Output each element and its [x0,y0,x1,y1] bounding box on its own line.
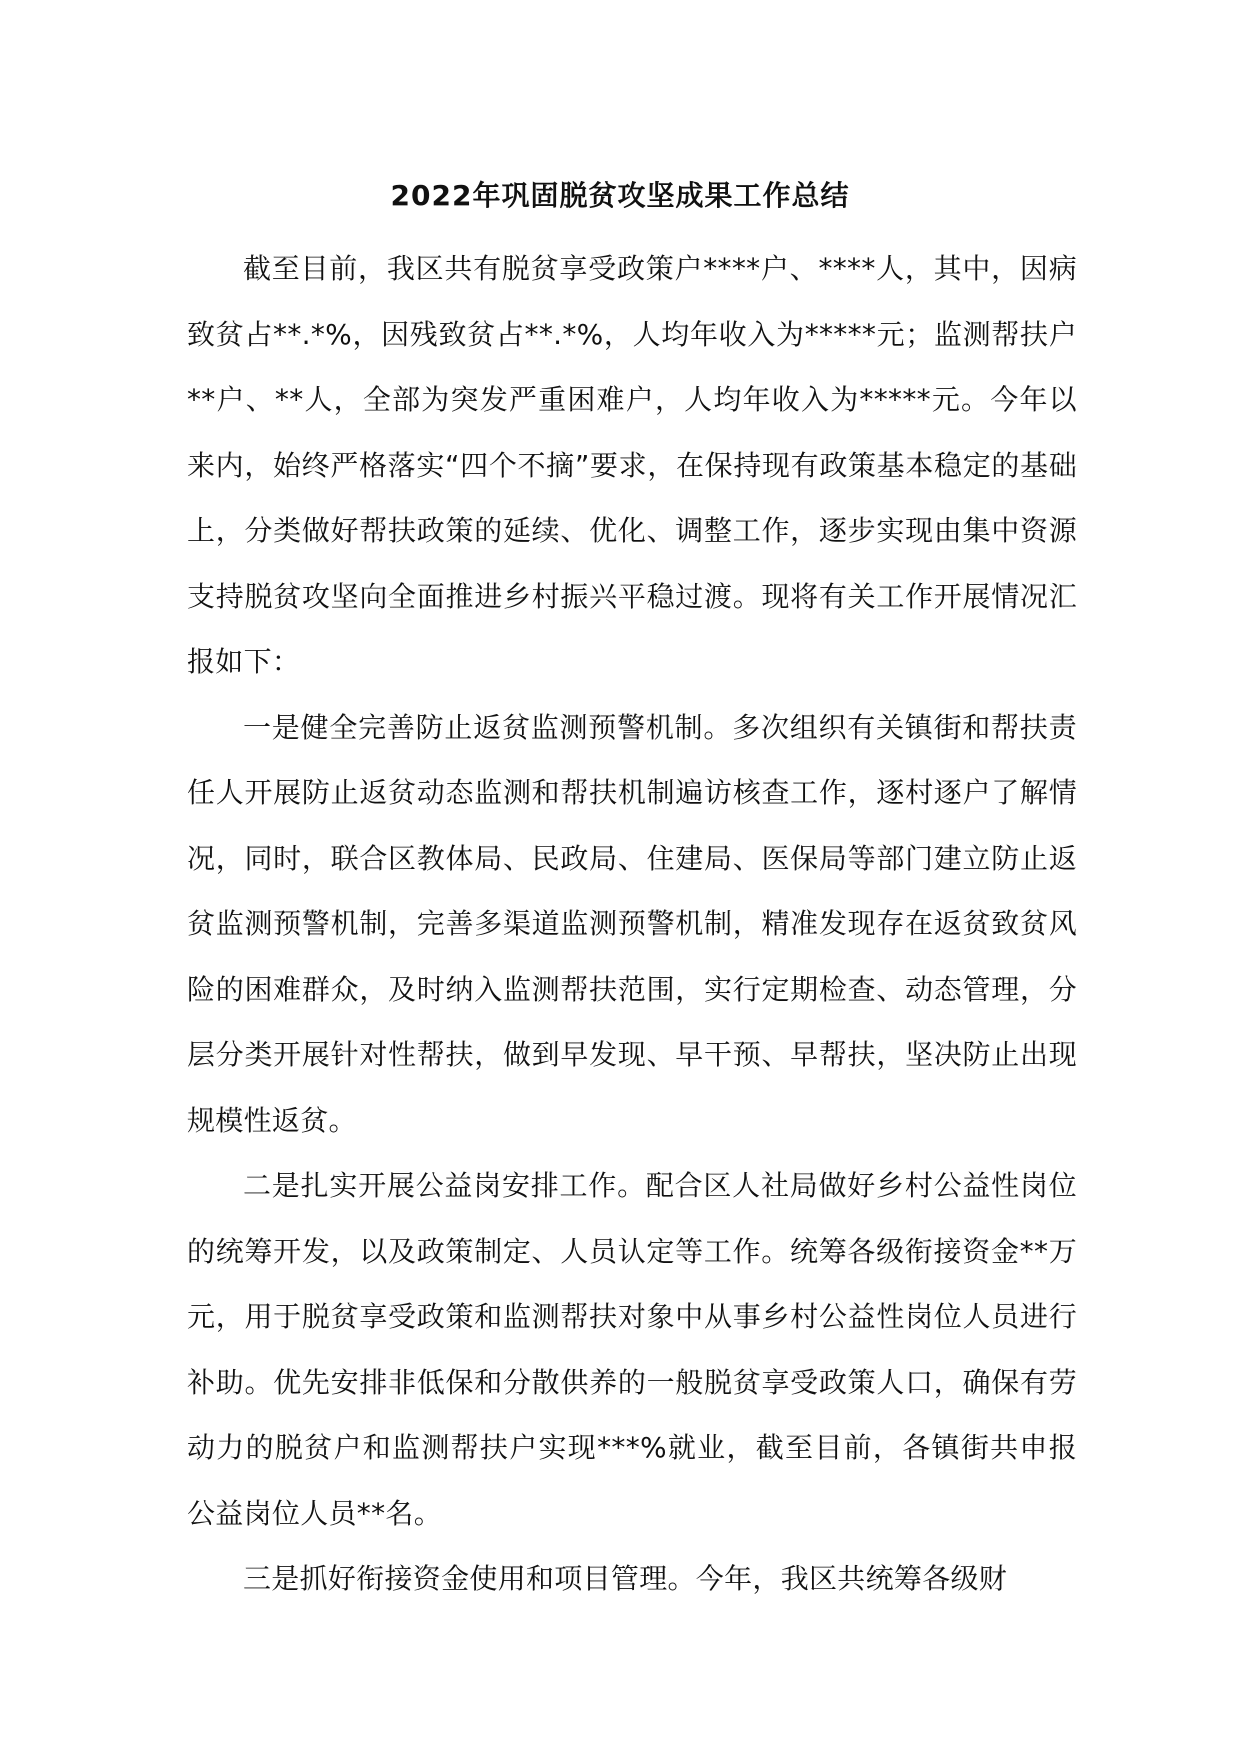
paragraph-public-welfare-jobs: 二是扎实开展公益岗安排工作。配合区人社局做好乡村公益性岗位的统筹开发，以及政策制定、人员认定等工作。统筹各级衔接资金**万元，用于脱贫享受政策和监测帮扶对象中从事乡村公益性岗位人员进行补助。优先安排非低保和分散供养的一般脱贫享受政策人口，确保有劳动力的脱贫户和监测帮扶户实现***%就业，截至目前，各镇街共申报公益岗位人员**名。 [187,1169,1077,1530]
paragraph-funds-management: 三是抓好衔接资金使用和项目管理。今年，我区共统筹各级财 [243,1562,1008,1595]
paragraph-intro: 截至目前，我区共有脱贫享受政策户****户、****人，其中，因病致贫占**.*%，因残致贫占**.*%，人均年收入为*****元；监测帮扶户**户、**人，全部为突发严重困难户，人均年收入为*****元。今年以来内，始终严格落实“四个不摘”要求，在保持现有政策基本稳定的基础上，分类做好帮扶政策的延续、优化、调整工作，逐步实现由集中资源支持脱贫攻坚向全面推进乡村振兴平稳过渡。现将有关工作开展情况汇报如下： [187,252,1077,678]
document-body [187,236,1077,1612]
paragraph-monitoring: 一是健全完善防止返贫监测预警机制。多次组织有关镇街和帮扶责任人开展防止返贫动态监测和帮扶机制遍访核查工作，逐村逐户了解情况，同时，联合区教体局、民政局、住建局、医保局等部门建立防止返贫监测预警机制，完善多渠道监测预警机制，精准发现存在返贫致贫风险的困难群众，及时纳入监测帮扶范围，实行定期检查、动态管理，分层分类开展针对性帮扶，做到早发现、早干预、早帮扶，坚决防止出现规模性返贫。 [187,710,1077,1137]
document-title: 2022年巩固脱贫攻坚成果工作总结 [390,179,850,212]
